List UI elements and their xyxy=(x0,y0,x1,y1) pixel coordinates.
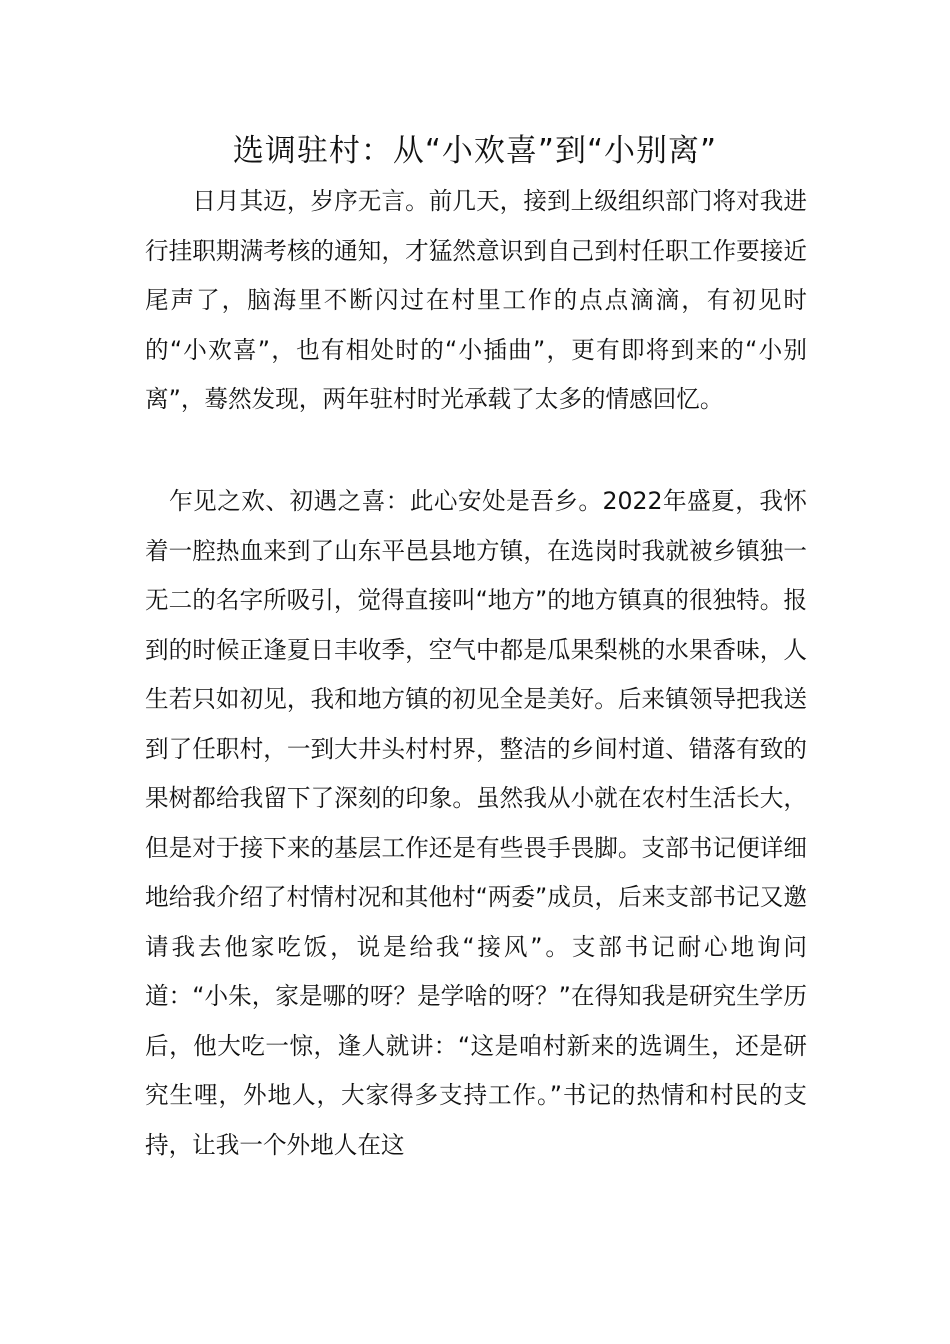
paragraph-2: 乍见之欢、初遇之喜：此心安处是吾乡。2022年盛夏，我怀着一腔热血来到了山东平邑县地方镇，在选岗时我就被乡镇独一无二的名字所吸引，觉得直接叫“地方”的地方镇真的很独特。报到的时候正逢夏日丰收季，空气中都是瓜果梨桃的水果香味，人生若只如初见，我和地方镇的初见全是美好。后来镇领导把我送到了任职村，一到大井头村村界，整洁的乡间村道、错落有致的果树都给我留下了深刻的印象。虽然我从小就在农村生活长大，但是对于接下来的基层工作还是有些畏手畏脚。支部书记便详细地给我介绍了村情村况和其他村“两委”成员，后来支部书记又邀请我去他家吃饭，说是给我“接风”。支部书记耐心地询问道：“小朱，家是哪的呀？是学啥的呀？”在得知我是研究生学历后，他大吃一惊，逢人就讲：“这是咱村新来的选调生，还是研究生哩，外地人，大家得多支持工作。”书记的热情和村民的支持，让我一个外地人在这 xyxy=(145,487,807,1159)
paragraph-1: 日月其迈，岁序无言。前几天，接到上级组织部门将对我进行挂职期满考核的通知，才猛然意识到自己到村任职工作要接近尾声了，脑海里不断闪过在村里工作的点点滴滴，有初见时的“小欢喜”，也有相处时的“小插曲”，更有即将到来的“小别离”，蓦然发现，两年驻村时光承载了太多的情感回忆。 xyxy=(145,187,807,413)
document-title: 选调驻村：从“小欢喜”到“小别离” xyxy=(232,133,718,169)
